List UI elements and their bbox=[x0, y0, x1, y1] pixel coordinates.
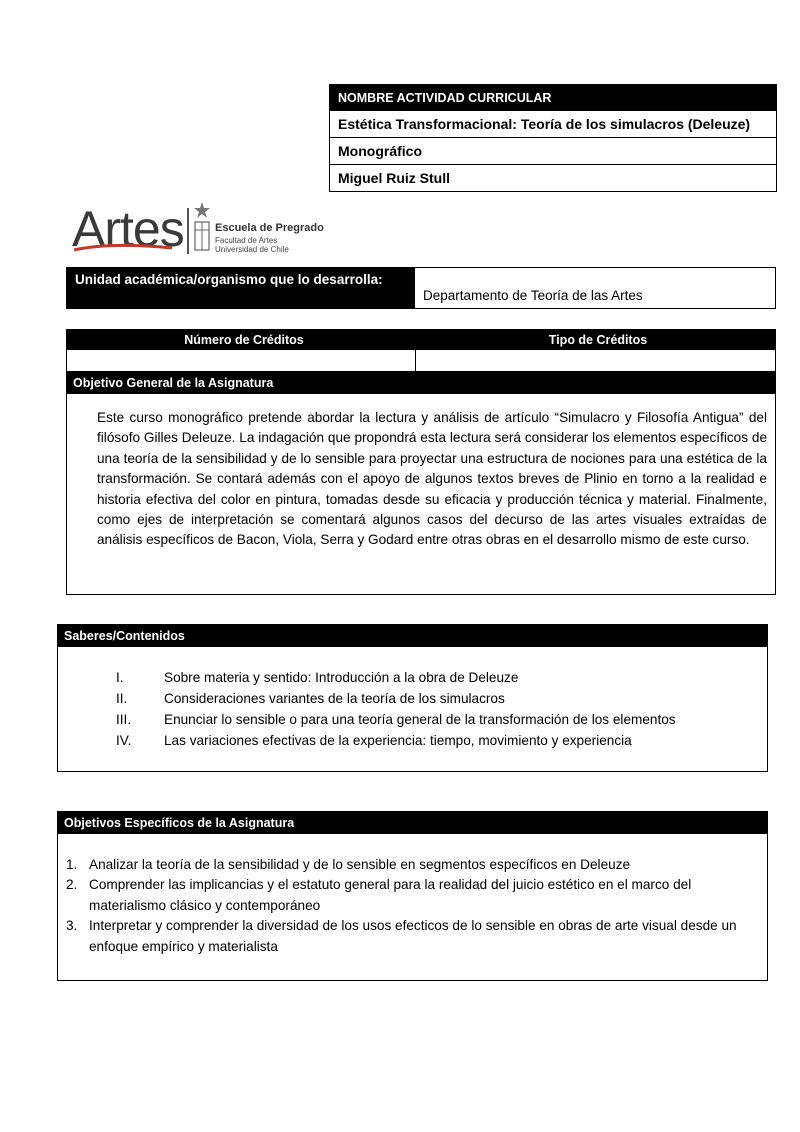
list-item bbox=[58, 709, 767, 730]
list-item-text: Las variaciones efectivas de la experiencia: tiempo, movimiento y experiencia bbox=[164, 733, 632, 748]
objetivos-especificos-list bbox=[58, 834, 767, 957]
objetivos-especificos-section bbox=[57, 811, 768, 981]
course-name: Estética Transformacional: Teoría de los simulacros (Deleuze) bbox=[330, 110, 776, 137]
creditos-table bbox=[66, 329, 776, 373]
tipo-creditos-header: Tipo de Créditos bbox=[548, 333, 648, 347]
list-item-text: Consideraciones variantes de la teoría de los simulacros bbox=[164, 691, 505, 706]
creditos-header bbox=[67, 330, 775, 350]
objetivo-general-title: Objetivo General de la Asignatura bbox=[67, 372, 775, 394]
list-item-number: 2. bbox=[66, 877, 78, 893]
logo-university-name: Universidad de Chile bbox=[215, 245, 289, 254]
list-item-number: II. bbox=[116, 691, 128, 706]
list-item-text: Interpretar y comprender la diversidad de los usos efecticos de lo sensible en obras de arte visual desde un enfoque empírico y materialista bbox=[89, 918, 737, 954]
university-seal-icon bbox=[191, 200, 213, 256]
list-item-number: III. bbox=[116, 712, 132, 727]
list-item bbox=[58, 667, 767, 688]
list-item-text: Analizar la teoría de la sensibilidad y de lo sensible en segmentos específicos en Deleuze bbox=[89, 857, 631, 872]
numero-creditos-cell bbox=[67, 350, 416, 372]
list-item-text: Sobre materia y sentido: Introducción a la obra de Deleuze bbox=[164, 670, 519, 685]
saberes-title: Saberes/Contenidos bbox=[58, 625, 767, 647]
list-item bbox=[58, 730, 767, 751]
course-header-table bbox=[329, 84, 777, 192]
artes-logo-wordmark: Artes bbox=[72, 201, 184, 257]
logo-school-name: Escuela de Pregrado bbox=[215, 222, 324, 234]
instructor-name: Miguel Ruiz Stull bbox=[330, 164, 776, 191]
unidad-academica-row bbox=[66, 267, 776, 309]
tipo-creditos-cell bbox=[416, 350, 775, 372]
list-item bbox=[58, 688, 767, 709]
list-item-number: IV. bbox=[116, 733, 132, 748]
objetivos-especificos-title: Objetivos Específicos de la Asignatura bbox=[58, 812, 767, 834]
list-item-number: 3. bbox=[66, 918, 78, 934]
objetivo-general-text: Este curso monográfico pretende abordar la lectura y análisis de artículo “Simulacro y Filosofía Antigua” del filósofo Gilles Deleuze. La indagación que propondrá esta lectura será considerar los elementos específicos de una teoría de la sensibilidad y de lo sensible para proyectar una estructura de nociones para una estética de la transformación. Se contará además con el apoyo de algunos textos breves de Plinio en torno a la realidad e historia efectiva del color en pintura, tomadas desde su eficacia y producción técnica y material. Finalmente, como ejes de interpretación se comentará algunos casos del decurso de las artes visuales extraídas de análisis específicos de Bacon, Viola, Serra y Godard entre otras obras en el desarrollo mismo de este curso. bbox=[97, 410, 767, 548]
list-item-number: I. bbox=[116, 670, 124, 685]
objetivo-general-section bbox=[66, 371, 776, 595]
list-item-text: Enunciar lo sensible o para una teoría general de la transformación de los elementos bbox=[164, 712, 676, 727]
list-item bbox=[58, 855, 759, 875]
saberes-section bbox=[57, 624, 768, 772]
list-item bbox=[58, 875, 759, 916]
creditos-values-row bbox=[67, 350, 775, 372]
numero-creditos-header: Número de Créditos bbox=[184, 333, 304, 347]
saberes-list bbox=[58, 647, 767, 751]
course-type: Monográfico bbox=[330, 137, 776, 164]
list-item-number: 1. bbox=[66, 857, 78, 872]
logo-faculty-name: Facultad de Artes bbox=[215, 236, 278, 245]
course-header-label: NOMBRE ACTIVIDAD CURRICULAR bbox=[330, 85, 776, 110]
unidad-academica-label: Unidad académica/organismo que lo desarrolla: bbox=[67, 268, 415, 308]
logo-swoosh-icon bbox=[72, 240, 182, 254]
logo-divider bbox=[187, 208, 189, 254]
unidad-academica-value: Departamento de Teoría de las Artes bbox=[423, 288, 643, 303]
list-item-text: Comprender las implicancias y el estatuto general para la realidad del juicio estético en el marco del materialismo clásico y contemporáneo bbox=[89, 877, 692, 913]
list-item bbox=[58, 916, 759, 957]
